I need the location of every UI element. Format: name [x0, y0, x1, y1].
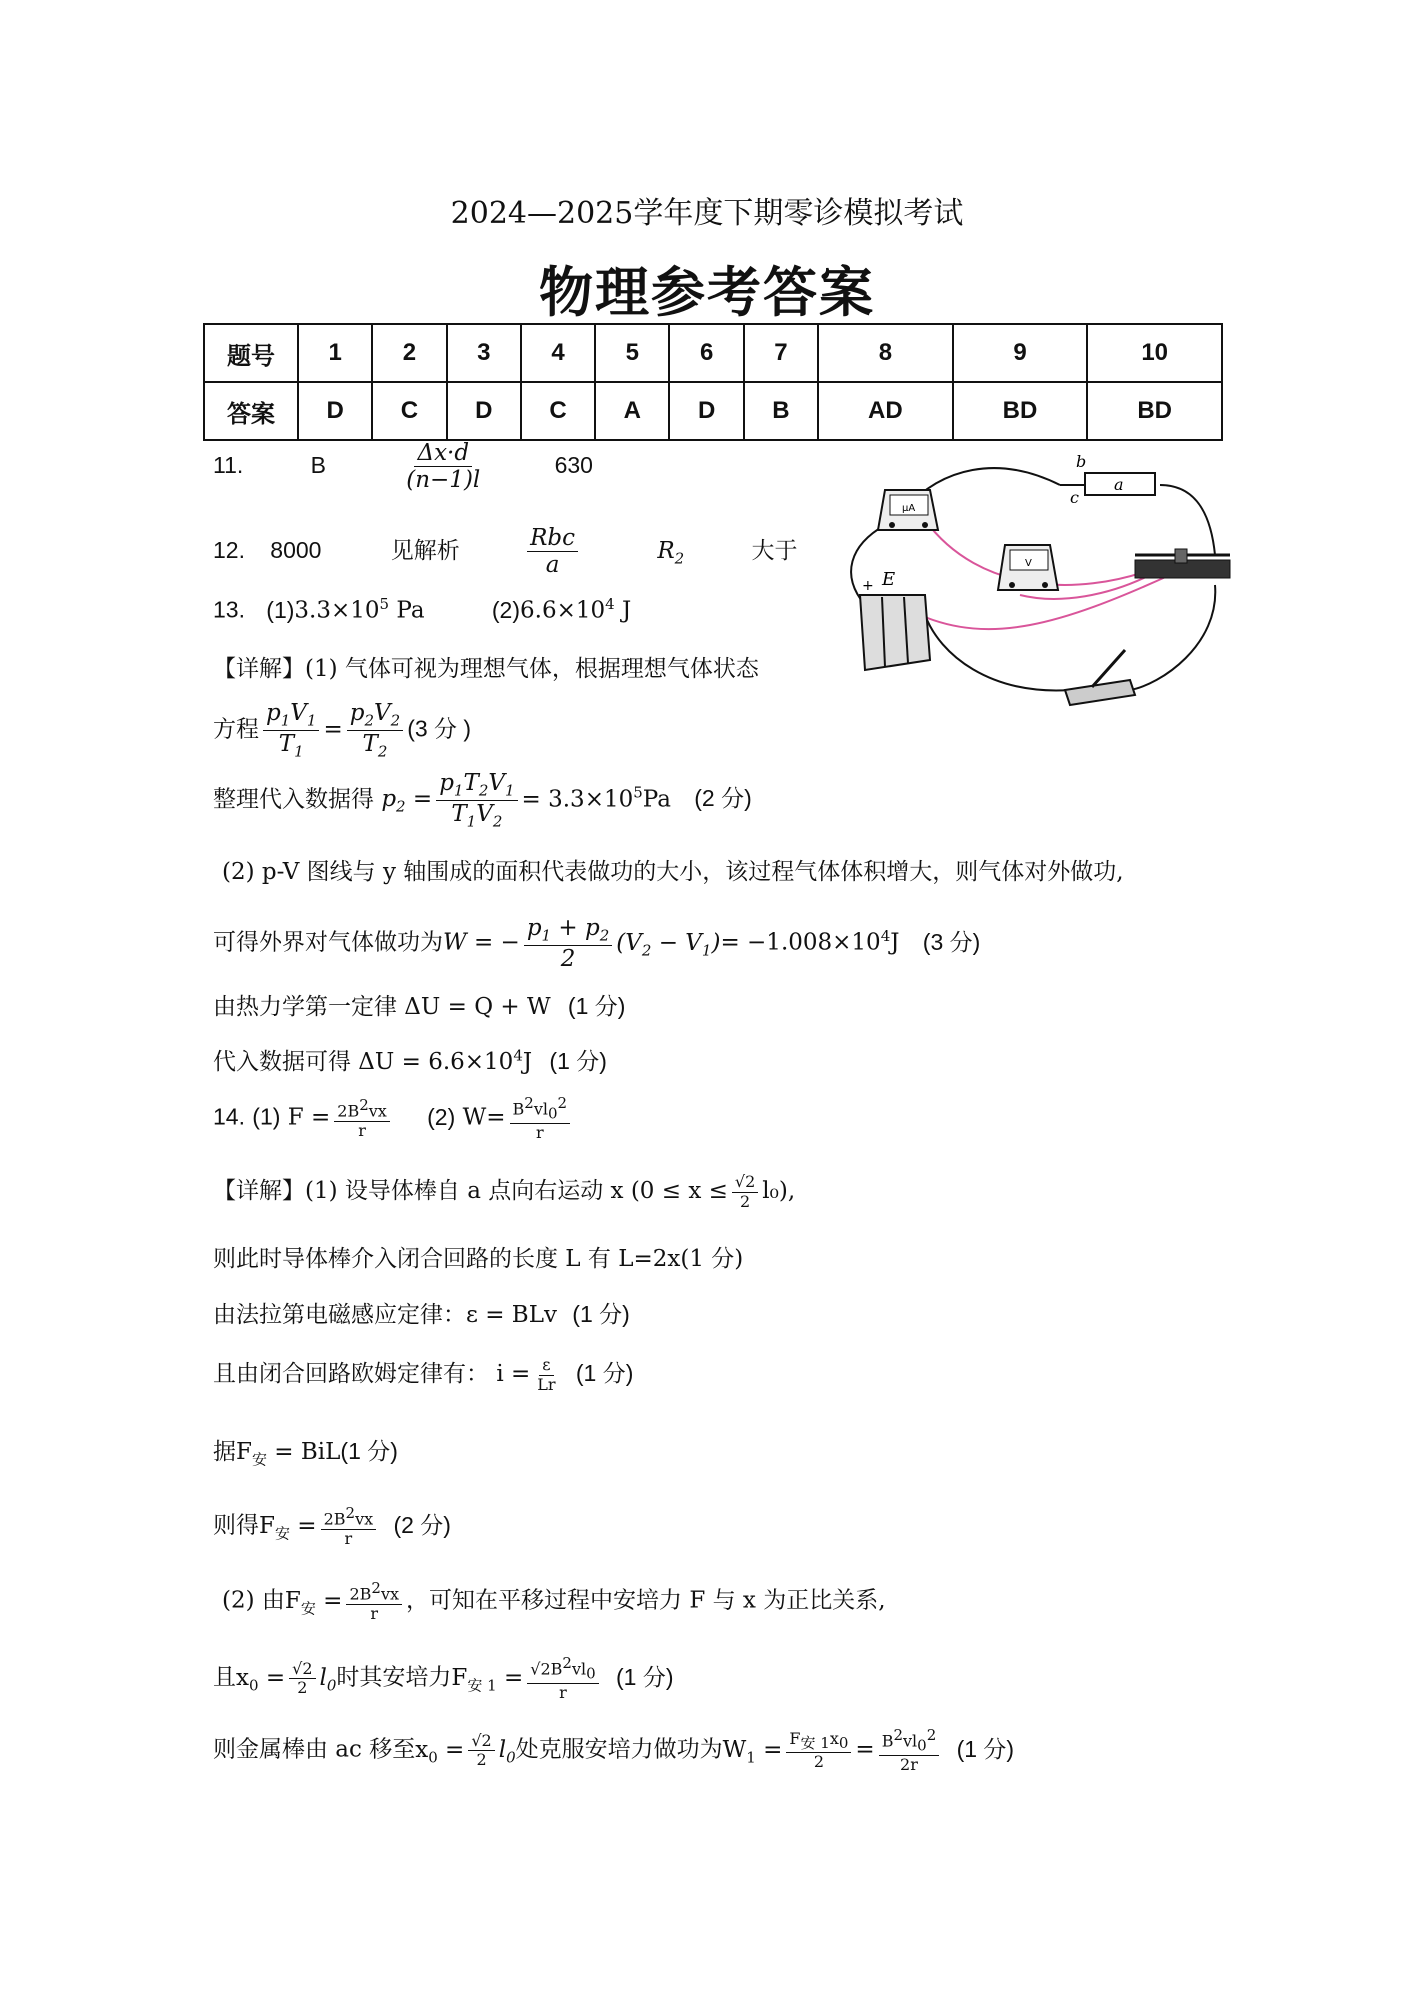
q12-answer-e: 大于 [751, 537, 798, 564]
q14-f-an-2: $F_安$ = [259, 1512, 317, 1543]
q14-faraday-line [213, 1296, 630, 1329]
q11-answer-c: 630 [554, 451, 593, 478]
q-number: 7 [744, 324, 818, 382]
label-E: E [882, 569, 896, 590]
q14-part2-b: ，可知在平移过程中安培力 F 与 x 为正比关系, [406, 1587, 886, 1614]
q14-qie: 且 [213, 1664, 236, 1691]
q13-score-2: (2 分) [694, 785, 752, 812]
q-answer: C [521, 382, 595, 440]
q12-answer-a: 8000 [270, 536, 322, 563]
q13-score-3b: (3 分) [922, 928, 981, 955]
q14-current-eq: i = [496, 1361, 531, 1387]
q13-sub-line [213, 1043, 607, 1076]
q14-current-frac: $\frac{\varepsilon}{Lr}$ [537, 1355, 556, 1394]
q13-work-prefix: 可得外界对气体做功为 [213, 929, 443, 956]
q13-fangcheng: 方程 [213, 716, 259, 743]
wire [925, 615, 1070, 690]
q-number: 8 [818, 324, 953, 382]
answer-row-label: 答案 [204, 382, 298, 440]
q14-score-1e: (1 分) [956, 1735, 1015, 1762]
q13-work-frac: $\frac{p_1 + p_2}{2}$ [524, 915, 612, 972]
q14-work-eq: W= [462, 1104, 506, 1131]
q14-l0-2: $l_0$ [498, 1736, 516, 1767]
q13-p2-symbol: $p_2$ = [381, 786, 433, 816]
q14-p1-label: (1) [252, 1103, 281, 1130]
q14-ju: 据 [213, 1439, 236, 1465]
q13-score-3: (3 分 ) [407, 715, 472, 742]
q13-p2-unit: J [614, 597, 632, 624]
q14-w1-eq: $W_1$ = [722, 1736, 783, 1767]
q14-p2-label: (2) [427, 1103, 456, 1130]
q13-lhs-frac: $\frac{p_1V_1}{T_1}$ [263, 700, 319, 761]
q12-d-sub: 2 [674, 549, 685, 568]
q-answer: D [298, 382, 372, 440]
q13-number: 13. [213, 596, 245, 623]
q13-p2-value: 6.6×10 [520, 597, 606, 624]
q14-range-frac: $\frac{√2}{2}$ [732, 1173, 758, 1211]
q12-answer-d [657, 537, 685, 568]
q-number: 1 [298, 324, 372, 382]
q12-fraction [527, 525, 578, 579]
battery-plus: + [862, 578, 874, 594]
q-number: 10 [1087, 324, 1222, 382]
q14-part2-frac: $\frac{2B^2vx}{r}$ [346, 1580, 402, 1623]
q12-frac-den: a [545, 552, 560, 579]
q13-law-line [213, 988, 625, 1021]
q14-last-a: 则金属棒由 ac 移至 [213, 1736, 416, 1763]
q-number: 6 [669, 324, 743, 382]
label-b: b [1076, 452, 1087, 471]
q14-x0-eq: $x_0$ = [236, 1664, 286, 1695]
q13-line [213, 595, 631, 624]
q-number: 9 [953, 324, 1088, 382]
q13-p2-label: (2) [491, 596, 520, 623]
q13-score-1: (1 分) [567, 993, 626, 1019]
q-answer: AD [818, 382, 953, 440]
q12-line [213, 525, 798, 579]
q14-f-an: $F_安$ [236, 1439, 267, 1469]
q14-number: 14. [213, 1103, 245, 1130]
label-c: c [1070, 488, 1079, 507]
q11-frac-den: (n−1)l [406, 467, 481, 494]
q14-force-frac: $\frac{2B^2vx}{r}$ [334, 1097, 390, 1140]
answer-table [203, 323, 1223, 441]
q11-number: 11. [213, 451, 244, 478]
q-answer: BD [1087, 382, 1222, 440]
q14-x0-frac-2: $\frac{√2}{2}$ [468, 1732, 494, 1770]
q13-p1-unit: Pa [389, 597, 425, 624]
q13-work-symbol: W = − [443, 929, 520, 956]
q12-d-letter: R [657, 537, 675, 564]
q13-result-line [213, 770, 752, 831]
q14-l0: $l_0$ [319, 1664, 337, 1695]
q13-work-line [213, 915, 980, 972]
q-number: 4 [521, 324, 595, 382]
q13-p1-value: 3.3×10 [294, 597, 380, 624]
q14-ohm: 且由闭合回路欧姆定律有： [213, 1361, 489, 1387]
q14-score-1d: (1 分) [615, 1663, 674, 1690]
q14-detail-1 [213, 1172, 795, 1211]
microammeter [878, 490, 938, 530]
q14-part2-line [222, 1580, 886, 1623]
q14-part2-a: (2) 由 [222, 1587, 285, 1614]
q12-number: 12. [213, 536, 245, 563]
q-answer: C [372, 382, 446, 440]
q14-score-1c: (1 分) [340, 1438, 398, 1464]
uA-label: μA [902, 503, 916, 514]
q11-answer-a: B [310, 451, 326, 478]
q14-result-frac: $\frac{2B^2vx}{r}$ [321, 1505, 377, 1548]
q13-equation-line: 方程 $\frac{p_1V_1}{T_1}$ = $\frac{p_2V_2}{T_2}$ (3 分 ) [213, 700, 472, 761]
q13-sub-in-unit: J [522, 1049, 533, 1075]
q14-length-line: 则此时导体棒介入闭合回路的长度 L 有 L=2x(1 分) [213, 1246, 744, 1272]
q14-ohm-line [213, 1355, 633, 1394]
q13-result-frac: $\frac{p_1T_2V_1}{T_1V_2}$ [436, 770, 517, 831]
wire [1160, 485, 1215, 555]
q14-w1-frac: $\frac{F_{安 1}x_0}{2}$ [786, 1730, 851, 1772]
q13-result-exp: 5 [633, 783, 643, 802]
q14-zede: 则得 [213, 1512, 259, 1539]
q13-sub-in-exp: 4 [513, 1046, 523, 1065]
resistor-box [1070, 452, 1155, 507]
q13-sub-in: 代入数据可得 ΔU = 6.6×10 [213, 1049, 514, 1075]
q12-frac-num: Rbc [527, 525, 578, 552]
voltmeter [998, 545, 1058, 590]
wire [1130, 585, 1215, 690]
q14-force-eq: F = [287, 1104, 331, 1131]
q13-work-exp: 4 [880, 926, 891, 945]
q-answer: D [669, 382, 743, 440]
q14-fan1-frac: $\frac{√2B^2vl_0}{r}$ [527, 1655, 598, 1702]
q-answer: B [744, 382, 818, 440]
q13-work-unit: J [890, 929, 900, 956]
q14-shi: 时其安培力 [336, 1664, 452, 1691]
q14-detail-text: 【详解】(1) 设导体棒自 a 点向右运动 x [213, 1178, 624, 1204]
q14-faraday: 由法拉第电磁感应定律：ε = BLv [213, 1302, 557, 1328]
q13-law: 由热力学第一定律 ΔU = Q + W [213, 994, 551, 1020]
q-number: 3 [447, 324, 521, 382]
q14-last-b: 处克服安培力做功为 [515, 1736, 723, 1763]
label-a: a [1114, 475, 1124, 494]
exam-title: 2024—2025学年度下期零诊模拟考试 [450, 196, 964, 231]
q-answer: D [447, 382, 521, 440]
q11-fraction [403, 440, 483, 494]
q14-x0-frac: $\frac{√2}{2}$ [289, 1660, 315, 1698]
q-number: 2 [372, 324, 446, 382]
q-number: 5 [595, 324, 669, 382]
q14-score-2: (2 分) [393, 1511, 451, 1538]
q14-range-end: l₀), [762, 1178, 796, 1204]
q14-score-1: (1 分) [572, 1301, 630, 1327]
answer-table-answer-row [204, 382, 1222, 440]
q14-ampere-line [213, 1433, 398, 1470]
q13-part2: (2) p-V 图线与 y 轴围成的面积代表做功的大小，该过程气体体积增大，则气体对外做功, [222, 859, 1124, 885]
q13-result-unit: Pa [642, 786, 671, 813]
q14-line [213, 1095, 574, 1142]
q14-score-1b: (1 分) [575, 1360, 634, 1386]
q-answer: BD [953, 382, 1088, 440]
answer-table-number-row [204, 324, 1222, 382]
q13-work-result: = −1.008×10 [720, 929, 881, 956]
q11-line [213, 440, 593, 494]
q14-last-line: 则金属棒由 ac 移至$x_0$ = $\frac{√2}{2}$ $l_0$处克服安培力做功为$W_1$ = $\frac{F_{安 1}x_0}{2}$ = $\frac{B^2vl_0^2}{2r}$ (1 分) [213, 1726, 1015, 1774]
q13-p1-exp: 5 [379, 595, 390, 613]
switch [1065, 650, 1135, 705]
V-label: V [1025, 558, 1032, 569]
q13-zhengli: 整理代入数据得 [213, 786, 374, 813]
q13-rhs-frac: $\frac{p_2V_2}{T_2}$ [347, 700, 403, 761]
q14-f-an-3: $F_安$ = [284, 1587, 343, 1618]
number-row-label: 题号 [204, 324, 298, 382]
q14-w1-result-frac: $\frac{B^2vl_0^2}{2r}$ [879, 1727, 940, 1774]
q13-p1-label: (1) [266, 596, 295, 623]
q13-work-volume: $(V_2 - V_1)$ [616, 929, 721, 960]
q14-f-an1: $F_{安 1}$ = [451, 1664, 524, 1695]
q13-score-1b: (1 分) [549, 1048, 607, 1074]
q13-p2-exp: 4 [605, 595, 615, 613]
q14-x0-eq-2: $x_0$ = [415, 1736, 465, 1767]
doc-title: 物理参考答案 [539, 260, 875, 324]
q-answer: A [595, 382, 669, 440]
q11-frac-num: Δx·d [414, 440, 472, 467]
q13-detail-1: 【详解】(1) 气体可视为理想气体，根据理想气体状态 [213, 656, 759, 682]
circuit-diagram [830, 445, 1250, 745]
q13-result-value: = 3.3×10 [521, 786, 634, 813]
q14-work-frac: $\frac{B^2vl_0^2}{r}$ [510, 1095, 571, 1142]
battery [860, 569, 930, 670]
q14-ampere: = BiL [274, 1439, 341, 1465]
q12-answer-b: 见解析 [390, 537, 460, 564]
q14-result-line [213, 1505, 451, 1548]
q14-x0-line [213, 1655, 673, 1702]
q14-range: (0 ≤ x ≤ [630, 1178, 728, 1204]
